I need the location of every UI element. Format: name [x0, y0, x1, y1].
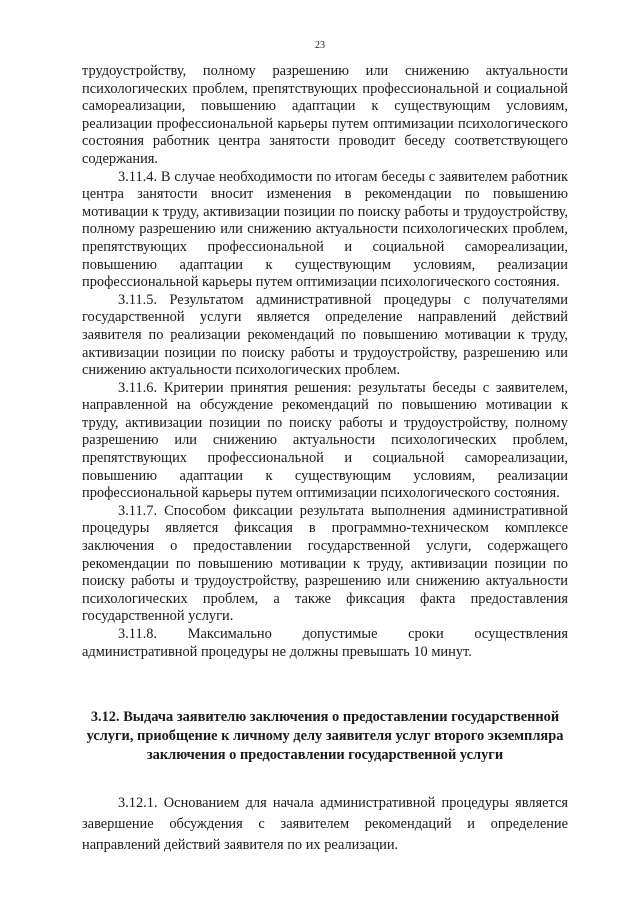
paragraph-3-11-5: 3.11.5. Результатом административной процедуры с получателями государственной услуги является определение направлений действий заявителя по реализации рекомендаций по повышению мотивации к труду, активизации позиции по поиску работы и трудоустройству, разрешению или снижению актуальности психологических проблем.: [82, 291, 568, 379]
paragraph-continuation: трудоустройству, полному разрешению или снижению актуальности психологических проблем, препятствующих профессиональной и социальной самореализации, повышению адаптации к существующим условиям, реализации профессиональной карьеры путем оптимизации психологического состояния работник центра занятости проводит беседу соответствующего содержания.: [82, 63, 568, 167]
section-heading-3-12: 3.12. Выдача заявителю заключения о предоставлении государственной услуги, приобщение к личному делу заявителя услуг второго экземпляра заключения о предоставлении государственной услуги: [86, 709, 564, 763]
paragraph-3-11-8: 3.11.8. Максимально допустимые сроки осуществления административной процедуры не должны превышать 10 минут.: [82, 626, 568, 660]
paragraph-3-12-1: [82, 793, 568, 856]
paragraph-3-11-6: 3.11.6. Критерии принятия решения: результаты беседы с заявителем, направленной на обсуждение рекомендаций по повышению мотивации к труду, активизации позиции по поиску работы и трудоустройству, полному разрешению или снижению актуальности психологических проблем, препятствующих профессиональной и социальной самореализации, повышению адаптации к существующим условиям, реализации профессиональной карьеры путем оптимизации психологического состояния.: [82, 379, 568, 502]
paragraph-3-11-4: 3.11.4. В случае необходимости по итогам беседы с заявителем работник центра занятости вносит изменения в рекомендации по повышению мотивации к труду, активизации позиции по поиску работы и трудоустройству, полному разрешению или снижению актуальности психологических проблем, препятствующих профессиональной и социальной самореализации, повышению адаптации к существующим условиям, реализации профессиональной карьеры путем оптимизации психологического состояния.: [82, 168, 568, 291]
paragraph-3-12-1-text: 3.12.1. Основанием для начала административной процедуры является завершение обсуждения с заявителем рекомендаций и определение направлений действий заявителя по их реализации.: [82, 795, 568, 853]
body-text: [82, 63, 568, 661]
page-number: 23: [315, 40, 325, 51]
paragraph-3-11-7: 3.11.7. Способом фиксации результата выполнения административной процедуры является фиксация в программно-техническом комплексе заключения о предоставлении государственной услуги, содержащего рекомендации по повышению мотивации к труду, активизации позиции по поиску работы и трудоустройству, разрешению или снижению актуальности психологических проблем, а также фиксация факта предоставления государственной услуги.: [82, 502, 568, 625]
